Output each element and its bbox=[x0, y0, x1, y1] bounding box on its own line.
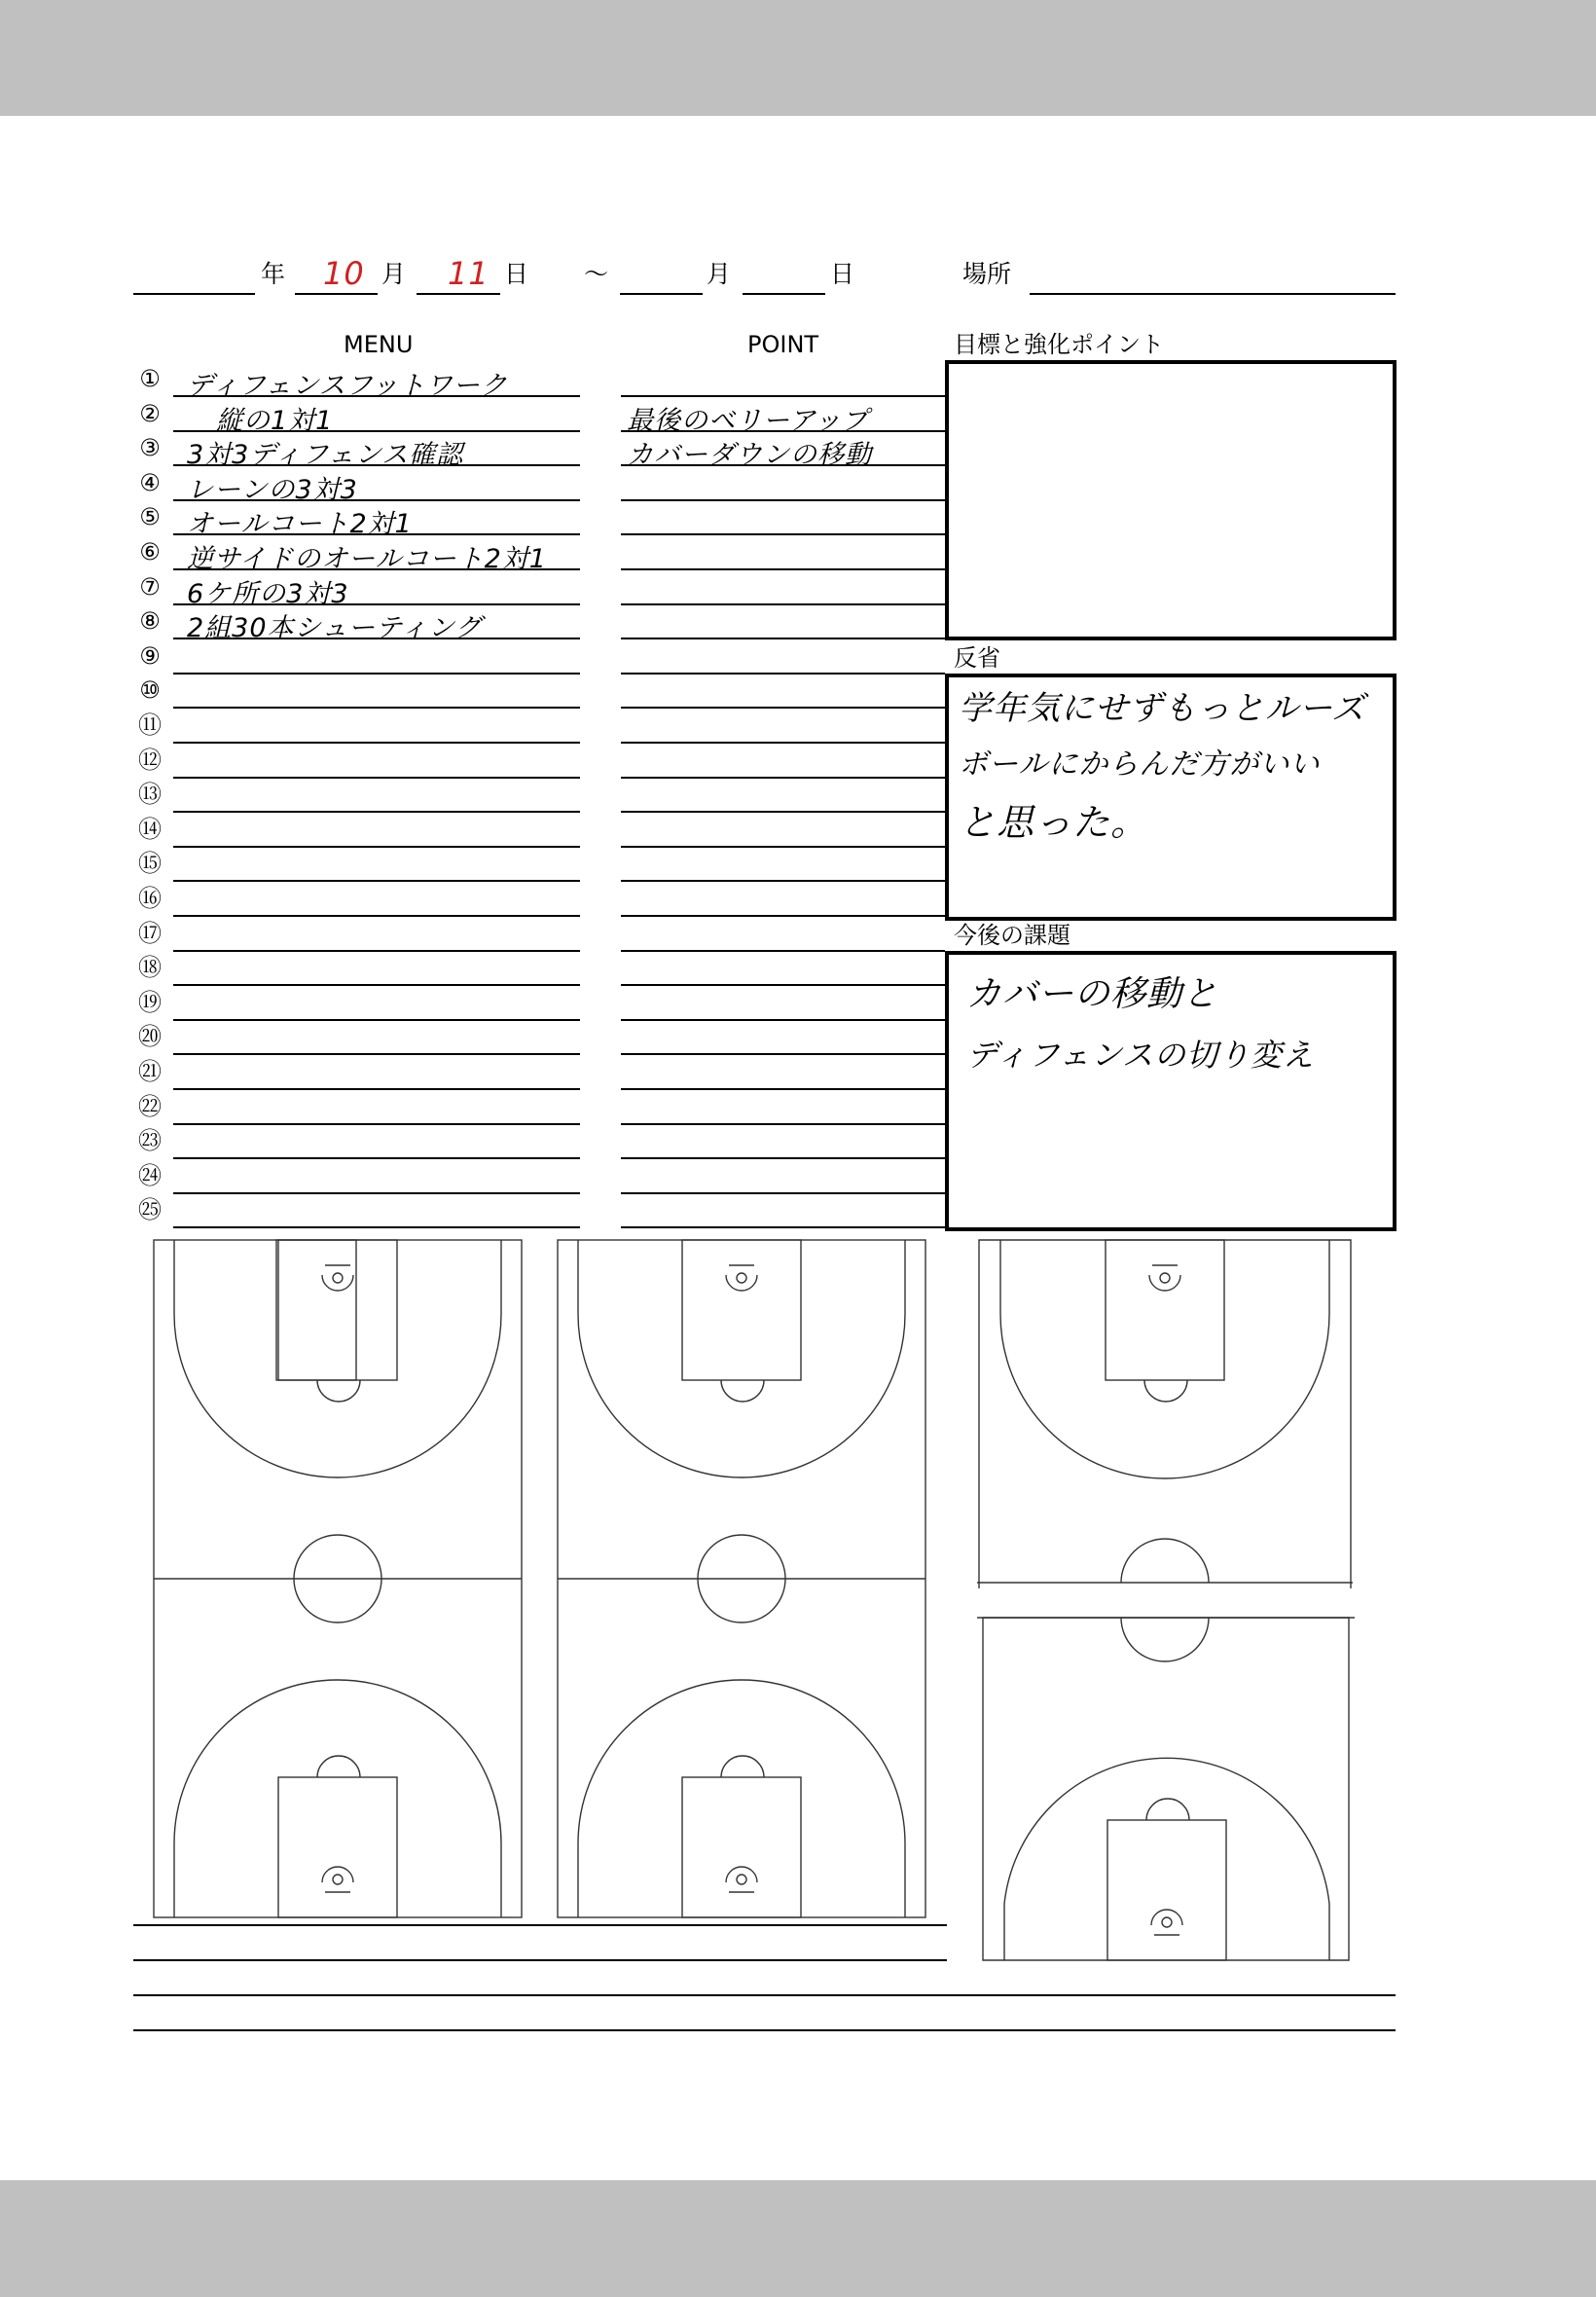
tasks-line-2: ディフェンスの切り変え bbox=[966, 1037, 1315, 1074]
point-item: カバーダウンの移動 bbox=[627, 440, 872, 471]
row-number: ⑩ bbox=[139, 676, 161, 705]
end-month-blank[interactable] bbox=[620, 293, 703, 295]
half-court-diagram-top[interactable] bbox=[977, 1238, 1355, 1590]
row-number: ⑳ bbox=[138, 1023, 162, 1051]
menu-line[interactable] bbox=[173, 673, 580, 675]
menu-item: オールコート2対1 bbox=[187, 509, 413, 540]
menu-line[interactable] bbox=[173, 742, 580, 744]
row-number: ㉒ bbox=[138, 1092, 162, 1120]
row-number: ③ bbox=[139, 434, 161, 462]
row-number: ⑥ bbox=[139, 538, 161, 565]
menu-item: 6ケ所の3対3 bbox=[187, 578, 349, 609]
menu-line[interactable] bbox=[173, 811, 580, 813]
tasks-title: 今後の課題 bbox=[954, 922, 1070, 949]
notes-line-4[interactable] bbox=[133, 2029, 1396, 2031]
row-number: ㉑ bbox=[138, 1058, 162, 1085]
row-number: ⑪ bbox=[138, 711, 162, 739]
menu-item: 2組30本シューティング bbox=[187, 613, 483, 644]
point-line[interactable] bbox=[621, 1088, 945, 1090]
menu-line[interactable] bbox=[173, 1123, 580, 1125]
point-line[interactable] bbox=[621, 811, 945, 813]
menu-item: ディフェンスフットワーク bbox=[187, 371, 508, 401]
half-court-diagram-bottom[interactable] bbox=[977, 1612, 1355, 1962]
point-line[interactable] bbox=[621, 846, 945, 848]
point-line[interactable] bbox=[621, 395, 945, 397]
row-number: ㉕ bbox=[138, 1196, 162, 1224]
end-day-label: 日 bbox=[830, 260, 855, 288]
notes-line-3[interactable] bbox=[133, 1994, 1396, 1996]
day-label: 日 bbox=[504, 260, 529, 288]
menu-line[interactable] bbox=[173, 1192, 580, 1194]
point-line[interactable] bbox=[621, 742, 945, 744]
menu-line[interactable] bbox=[173, 846, 580, 848]
menu-line[interactable] bbox=[173, 880, 580, 882]
menu-line[interactable] bbox=[173, 777, 580, 779]
point-line[interactable] bbox=[621, 915, 945, 917]
row-number: ⑤ bbox=[139, 503, 161, 531]
point-item: 最後のベリーアップ bbox=[627, 405, 869, 436]
full-court-diagram-2[interactable] bbox=[556, 1238, 929, 1921]
point-line[interactable] bbox=[621, 777, 945, 779]
point-line[interactable] bbox=[621, 638, 945, 639]
menu-item: 縦の1対1 bbox=[216, 405, 334, 436]
point-line[interactable] bbox=[621, 1157, 945, 1159]
row-number: ⑯ bbox=[138, 885, 162, 912]
month-label: 月 bbox=[381, 260, 407, 288]
year-blank[interactable] bbox=[133, 293, 255, 295]
point-line[interactable] bbox=[621, 1192, 945, 1194]
row-number: ⑦ bbox=[139, 572, 161, 601]
menu-line[interactable] bbox=[173, 984, 580, 986]
menu-item: 3対3ディフェンス確認 bbox=[187, 440, 464, 471]
range-mark: ～ bbox=[584, 260, 609, 288]
point-line[interactable] bbox=[621, 1019, 945, 1021]
tasks-line-1: カバーの移動と bbox=[966, 974, 1219, 1014]
menu-line[interactable] bbox=[173, 915, 580, 917]
row-number: ㉓ bbox=[138, 1127, 162, 1155]
menu-line[interactable] bbox=[173, 707, 580, 709]
point-line[interactable] bbox=[621, 603, 945, 605]
point-line[interactable] bbox=[621, 950, 945, 952]
reflection-line-2: ボールにからんだ方がいい bbox=[959, 747, 1321, 782]
end-month-label: 月 bbox=[707, 260, 732, 288]
point-line[interactable] bbox=[621, 880, 945, 882]
reflection-title: 反省 bbox=[954, 644, 1000, 672]
menu-line[interactable] bbox=[173, 1088, 580, 1090]
full-court-diagram-1[interactable] bbox=[152, 1238, 526, 1921]
row-number: ① bbox=[139, 365, 161, 392]
row-number: ⑲ bbox=[138, 988, 162, 1016]
point-line[interactable] bbox=[621, 1226, 945, 1228]
point-line[interactable] bbox=[621, 1053, 945, 1055]
month-blank[interactable] bbox=[295, 293, 378, 295]
row-number: ⑧ bbox=[139, 607, 161, 636]
row-number: ⑰ bbox=[138, 919, 162, 947]
row-number: ② bbox=[139, 399, 161, 427]
menu-line[interactable] bbox=[173, 1157, 580, 1159]
row-number: ⑱ bbox=[138, 954, 162, 982]
reflection-line-3: と思った。 bbox=[959, 801, 1149, 844]
menu-header: MENU bbox=[344, 331, 414, 358]
point-line[interactable] bbox=[621, 1123, 945, 1125]
reflection-line-1: 学年気にせずもっとルーズ bbox=[959, 689, 1366, 728]
place-blank[interactable] bbox=[1030, 293, 1396, 295]
goals-box[interactable] bbox=[945, 360, 1396, 640]
menu-line[interactable] bbox=[173, 1226, 580, 1228]
row-number: ⑨ bbox=[139, 641, 161, 670]
day-blank[interactable] bbox=[417, 293, 500, 295]
year-label: 年 bbox=[261, 260, 286, 288]
notes-line-2[interactable] bbox=[133, 1959, 947, 1961]
goals-title: 目標と強化ポイント bbox=[954, 331, 1164, 358]
row-number: ⑮ bbox=[138, 850, 162, 878]
tasks-box[interactable] bbox=[945, 951, 1396, 1231]
point-line[interactable] bbox=[621, 499, 945, 501]
row-number: ㉔ bbox=[138, 1161, 162, 1189]
point-line[interactable] bbox=[621, 984, 945, 986]
point-header: POINT bbox=[747, 331, 819, 358]
point-line[interactable] bbox=[621, 673, 945, 675]
row-number: ⑭ bbox=[138, 815, 162, 843]
menu-item: レーンの3対3 bbox=[187, 474, 358, 505]
day-value: 11 bbox=[448, 255, 490, 292]
point-line[interactable] bbox=[621, 568, 945, 570]
menu-line[interactable] bbox=[173, 1053, 580, 1055]
row-number: ⑬ bbox=[138, 781, 162, 809]
row-number: ⑫ bbox=[138, 746, 162, 774]
point-line[interactable] bbox=[621, 707, 945, 709]
reflection-box[interactable] bbox=[945, 674, 1396, 921]
row-number: ④ bbox=[139, 468, 161, 496]
place-label: 場所 bbox=[962, 260, 1012, 288]
menu-item: 逆サイドのオールコート2対1 bbox=[187, 544, 547, 574]
menu-line[interactable] bbox=[173, 1019, 580, 1021]
notes-line-1[interactable] bbox=[133, 1924, 947, 1926]
point-line[interactable] bbox=[621, 533, 945, 535]
end-day-blank[interactable] bbox=[743, 293, 825, 295]
menu-line[interactable] bbox=[173, 950, 580, 952]
month-value: 10 bbox=[323, 255, 365, 292]
